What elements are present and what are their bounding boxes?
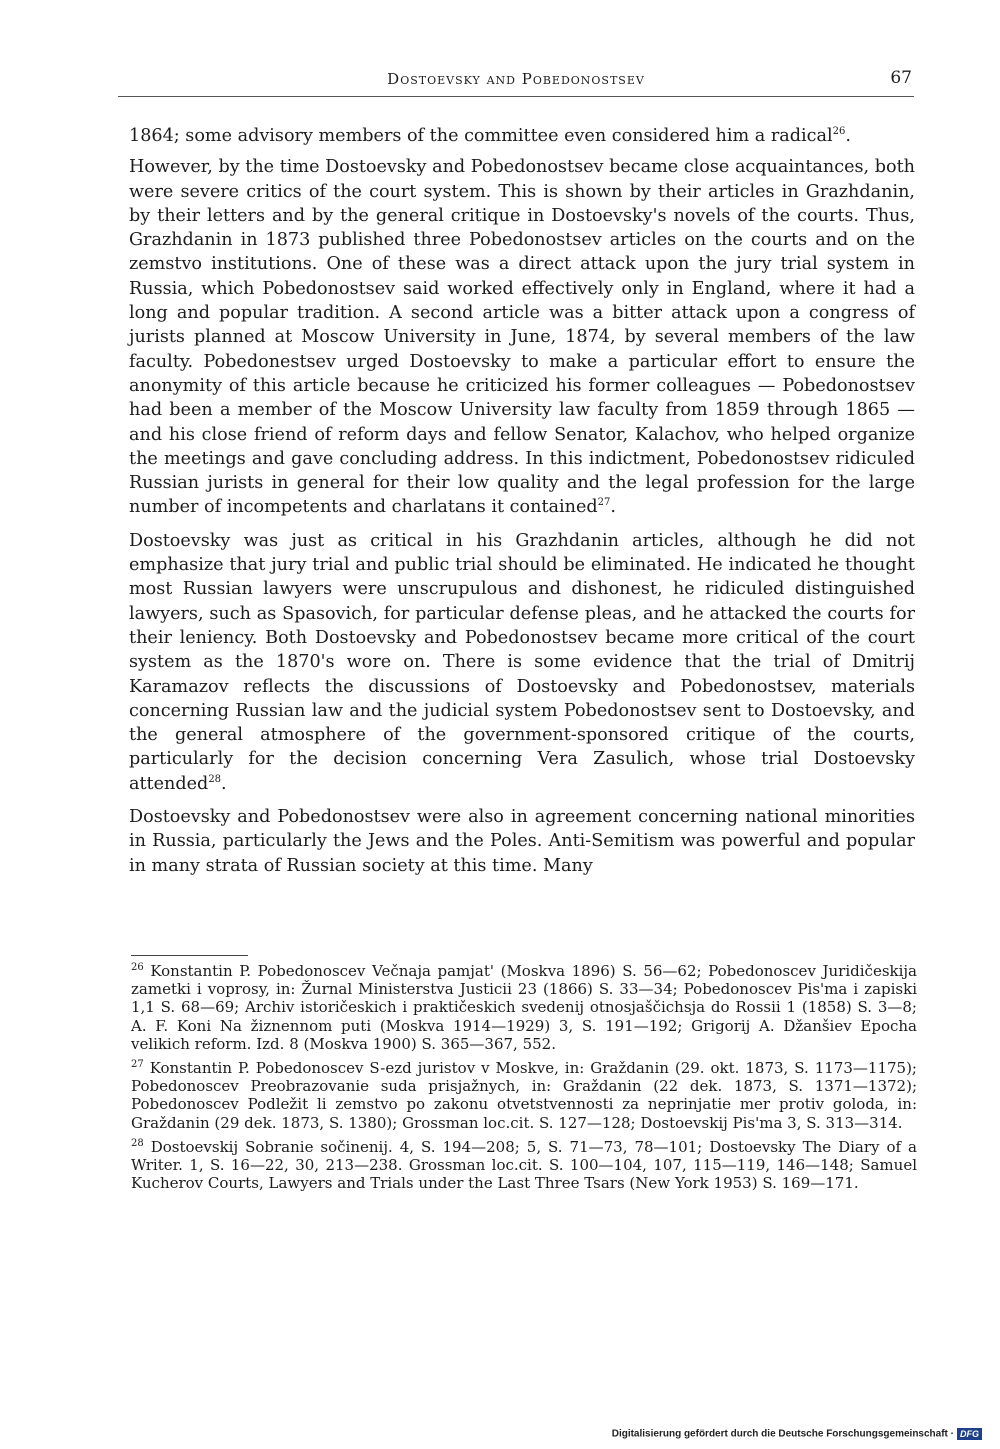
footnote: $^{26}$ Konstantin P. Pobedonoscev Večnaja pamjat' (Moskva 1896) S. 56—62; Pobedonoscev Juridičeskija zametki i voprosy, in: Žurnal Ministerstva Justicii 23 (1866) S. 33—34; Pobedonoscev Pis'ma i zapiski 1,1 S. 68—69; Archiv istoričeskich i praktičeskich svedenij otnosjaščichsja do Rossii 1 (1858) S. 3—8; A. F. Koni Na žiznennom puti (Moskva 1914—1929) 3, S. 191—192; Grigorij A. Džanšiev Epocha velikich reform. Izd. 8 (Moskva 1900) S. 365—367, 552.: [131, 962, 917, 1053]
footnote-ref[interactable]: 28: [208, 773, 222, 785]
digitization-credit: Digitalisierung gefördert durch die Deutsche Forschungsgemeinschaft · DFG: [612, 1428, 982, 1440]
body-text: [129, 124, 915, 887]
footnote-number: 27: [131, 1059, 144, 1071]
footnote: $^{28}$ Dostoevskij Sobranie sočinenij. 4, S. 194—208; 5, S. 71—73, 78—101; Dostoevsky The Diary of a Writer. 1, S. 16—22, 30, 213—238. Grossman loc.cit. S. 100—104, 107, 115—119, 146—148; Samuel Kucherov Courts, Lawyers and Trials under the Last Three Tsars (New York 1953) S. 169—171.: [131, 1137, 917, 1193]
running-title: Dostoevsky and Pobedonostsev: [387, 70, 645, 88]
footnote-divider: [131, 955, 248, 956]
footnote-number: 26: [131, 962, 144, 973]
paragraph: Dostoevsky and Pobedonostsev were also in agreement concerning national minorities in Russia, particularly the Jews and the Poles. Anti-Semitism was powerful and popular in many strata of Russian society at this time. Many: [129, 807, 915, 876]
page-number: 67: [890, 68, 912, 88]
footnote-number: 28: [131, 1137, 144, 1149]
footnote-ref[interactable]: 27: [597, 497, 611, 509]
dfg-logo: DFG: [957, 1428, 982, 1440]
paragraph: 1864; some advisory members of the committee even considered him a radical$^{26}$.: [129, 126, 851, 146]
footnote: $^{27}$ Konstantin P. Pobedonoscev S-ezd juristov v Moskve, in: Graždanin (29. okt. 1873, S. 1173—1175); Pobedonoscev Preobrazovanie suda prisjažnych, in: Graždanin (22 dek. 1873, S. 1371—1372); Pobedonoscev Podležit li zemstvo po zakonu otvetstvennosti za neprinjatie mer protiv goloda, in: Graždanin (29 dek. 1873, S. 1380); Grossman loc.cit. S. 127—128; Dostoevskij Pis'ma 3, S. 313—314.: [131, 1059, 917, 1132]
footnotes: [131, 962, 917, 1198]
paragraph: Dostoevsky was just as critical in his Grazhdanin articles, although he did not emphasize that jury trial and public trial should be eliminated. He indicated he thought most Russian lawyers were unscrupulous and dishonest, he ridiculed distinguished lawyers, such as Spasovich, for particular defense pleas, and he attacked the courts for their leniency. Both Dostoevsky and Pobedonostsev became more critical of the court system as the 1870's wore on. There is some evidence that the trial of Dmitrij Karamazov reflects the discussions of Dostoevsky and Pobedonostsev, materials concerning Russian law and the judicial system Pobedonostsev sent to Dostoevsky, and the general atmosphere of the government-sponsored critique of the courts, particularly for the decision concerning Vera Zasulich, whose trial Dostoevsky attended$^{28}$.: [129, 530, 915, 794]
footnote-ref[interactable]: 26: [832, 126, 846, 138]
paragraph: However, by the time Dostoevsky and Pobedonostsev became close acquaintances, both were severe critics of the court system. This is shown by their articles in Grazhdanin, by their letters and by the general critique in Dostoevsky's novels of the courts. Thus, Grazhdanin in 1873 published three Pobedonostsev articles on the courts and on the zemstvo institutions. One of these was a direct attack upon the jury trial system in Russia, which Pobedonostsev said worked effectively only in England, where it had a long and popular tradition. A second article was a bitter attack upon a congress of jurists planned at Moscow University in June, 1874, by several members of the law faculty. Pobedonestsev urged Dostoevsky to make a particular effort to ensure the anonymity of this article because he criticized his former colleagues — Pobedonostsev had been a member of the Moscow University law faculty from 1859 through 1865 — and his close friend of reform days and fellow Senator, Kalachov, who helped organize the meetings and gave concluding address. In this indictment, Pobedonostsev ridiculed Russian jurists in general for their low quality and the legal profession for the large number of incompetents and charlatans it contained$^{27}$.: [129, 157, 915, 518]
running-header: [118, 66, 914, 97]
